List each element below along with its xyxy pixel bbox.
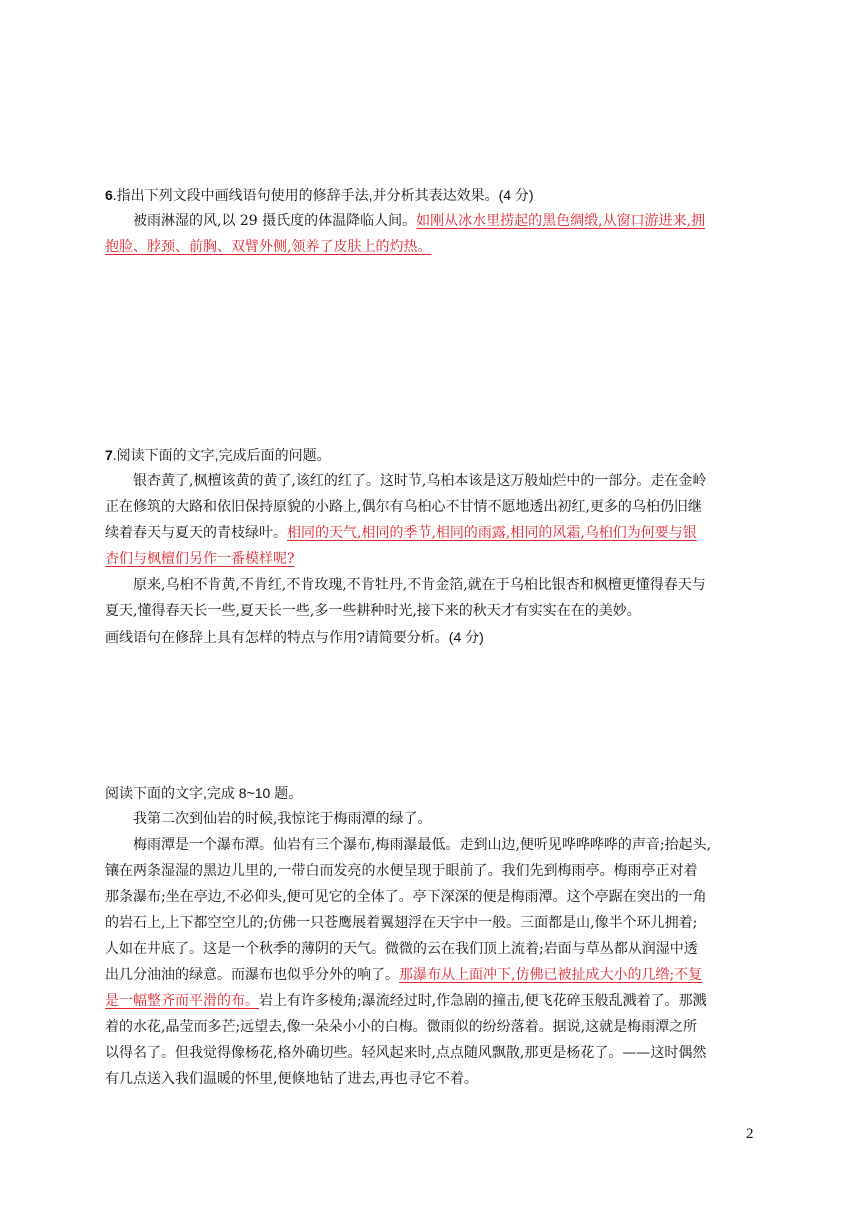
question-7-prompt: .阅读下面的文字,完成后面的问题。 xyxy=(112,447,331,463)
passage-line-5: 的岩石上,上下都空空儿的;仿佛一只苍鹰展着翼翅浮在天宇中一般。三面都是山,像半个环儿拥着; xyxy=(105,915,698,931)
question-6-text-line-2 xyxy=(105,234,755,260)
reading-passage xyxy=(105,780,755,1092)
question-6-underlined-text: 如刚从冰水里捞起的黑色绸缎,从窗口游进来,拥 xyxy=(416,213,706,229)
passage-underlined-text: 那瀑布从上面冲下,仿佛已被扯成大小的几绺;不复 xyxy=(399,967,703,983)
passage-line-11: 有几点送入我们温暖的怀里,便倏地钻了进去,再也寻它不着。 xyxy=(105,1071,478,1087)
passage-line-1: 我第二次到仙岩的时候,我惊诧于梅雨潭的绿了。 xyxy=(133,811,432,827)
question-6 xyxy=(105,182,755,260)
passage-line-7 xyxy=(105,962,755,988)
question-7-underlined-text-cont: 杏们与枫檀们另作一番模样呢? xyxy=(105,551,295,567)
question-7-paragraph-2-line-1: 原来,乌桕不肯黄,不肯红,不肯玫瑰,不肯牡丹,不肯金箔,就在于乌桕比银杏和枫檀更懂得春天与 xyxy=(133,577,706,593)
question-7-title xyxy=(105,442,755,468)
passage-line-6: 人如在井底了。这是一个秋季的薄阴的天气。微微的云在我们顶上流着;岩面与草丛都从润湿中透 xyxy=(105,941,698,957)
question-7-number: 7 xyxy=(105,447,113,463)
question-7-plain-text: 续着春天与夏天的青枝绿叶。 xyxy=(105,525,287,541)
passage-plain-text-cont: 岩上有许多棱角;瀑流经过时,作急剧的撞击,便飞花碎玉般乱溅着了。那溅 xyxy=(259,993,707,1009)
passage-line-4: 那条瀑布;坐在亭边,不必仰头,便可见它的全体了。亭下深深的便是梅雨潭。这个亭踞在突出的一角 xyxy=(105,889,707,905)
passage-plain-text: 出几分油油的绿意。而瀑布也似乎分外的响了。 xyxy=(105,967,399,983)
passage-line-2: 梅雨潭是一个瀑布潭。仙岩有三个瀑布,梅雨瀑最低。走到山边,便听见哗哗哗哗的声音;抬起头, xyxy=(133,837,712,853)
question-7 xyxy=(105,442,755,650)
passage-underlined-text-cont: 是一幅整齐而平滑的布。 xyxy=(105,993,259,1009)
question-7-paragraph-2-line-2: 夏天,懂得春天长一些,夏天长一些,多一些耕种时光,接下来的秋天才有实实在在的美妙。 xyxy=(105,603,641,619)
question-6-prompt: .指出下列文段中画线语句使用的修辞手法,并分析其表达效果。(4 分) xyxy=(112,187,534,203)
question-6-number: 6 xyxy=(105,187,113,203)
question-6-title xyxy=(105,182,755,208)
question-7-paragraph-1-line-3 xyxy=(105,520,755,546)
passage-line-3: 镶在两条湿湿的黑边儿里的,一带白而发亮的水便呈现于眼前了。我们先到梅雨亭。梅雨亭正对着 xyxy=(105,863,698,879)
question-7-question: 画线语句在修辞上具有怎样的特点与作用?请简要分析。(4 分) xyxy=(105,629,484,645)
passage-line-8 xyxy=(105,988,755,1014)
question-7-paragraph-1-line-4 xyxy=(105,546,755,572)
passage-line-10: 以得名了。但我觉得像杨花,格外确切些。轻风起来时,点点随风飘散,那更是杨花了。——这时偶然 xyxy=(105,1045,707,1061)
question-7-underlined-text: 相同的天气,相同的季节,相同的雨露,相同的风霜,乌桕们为何要与银 xyxy=(287,525,697,541)
question-6-underlined-text-cont: 抱脸、脖颈、前胸、双臂外侧,领养了皮肤上的灼热。 xyxy=(105,239,432,255)
passage-line-9: 着的水花,晶莹而多芒;远望去,像一朵朵小小的白梅。微雨似的纷纷落着。据说,这就是梅雨潭之所 xyxy=(105,1019,698,1035)
page-number: 2 xyxy=(746,1126,754,1142)
question-7-paragraph-1-line-1: 银杏黄了,枫檀该黄的黄了,该红的红了。这时节,乌桕本该是这万般灿烂中的一部分。走在金岭 xyxy=(133,473,707,489)
question-6-text-line-1 xyxy=(105,208,755,234)
passage-heading: 阅读下面的文字,完成 8~10 题。 xyxy=(105,785,303,801)
question-6-plain-text: 被雨淋湿的风,以 29 摄氏度的体温降临人间。 xyxy=(133,213,417,229)
question-7-paragraph-1-line-2: 正在修筑的大路和依旧保持原貌的小路上,偶尔有乌桕心不甘情不愿地透出初红,更多的乌桕仍旧继 xyxy=(105,499,702,515)
